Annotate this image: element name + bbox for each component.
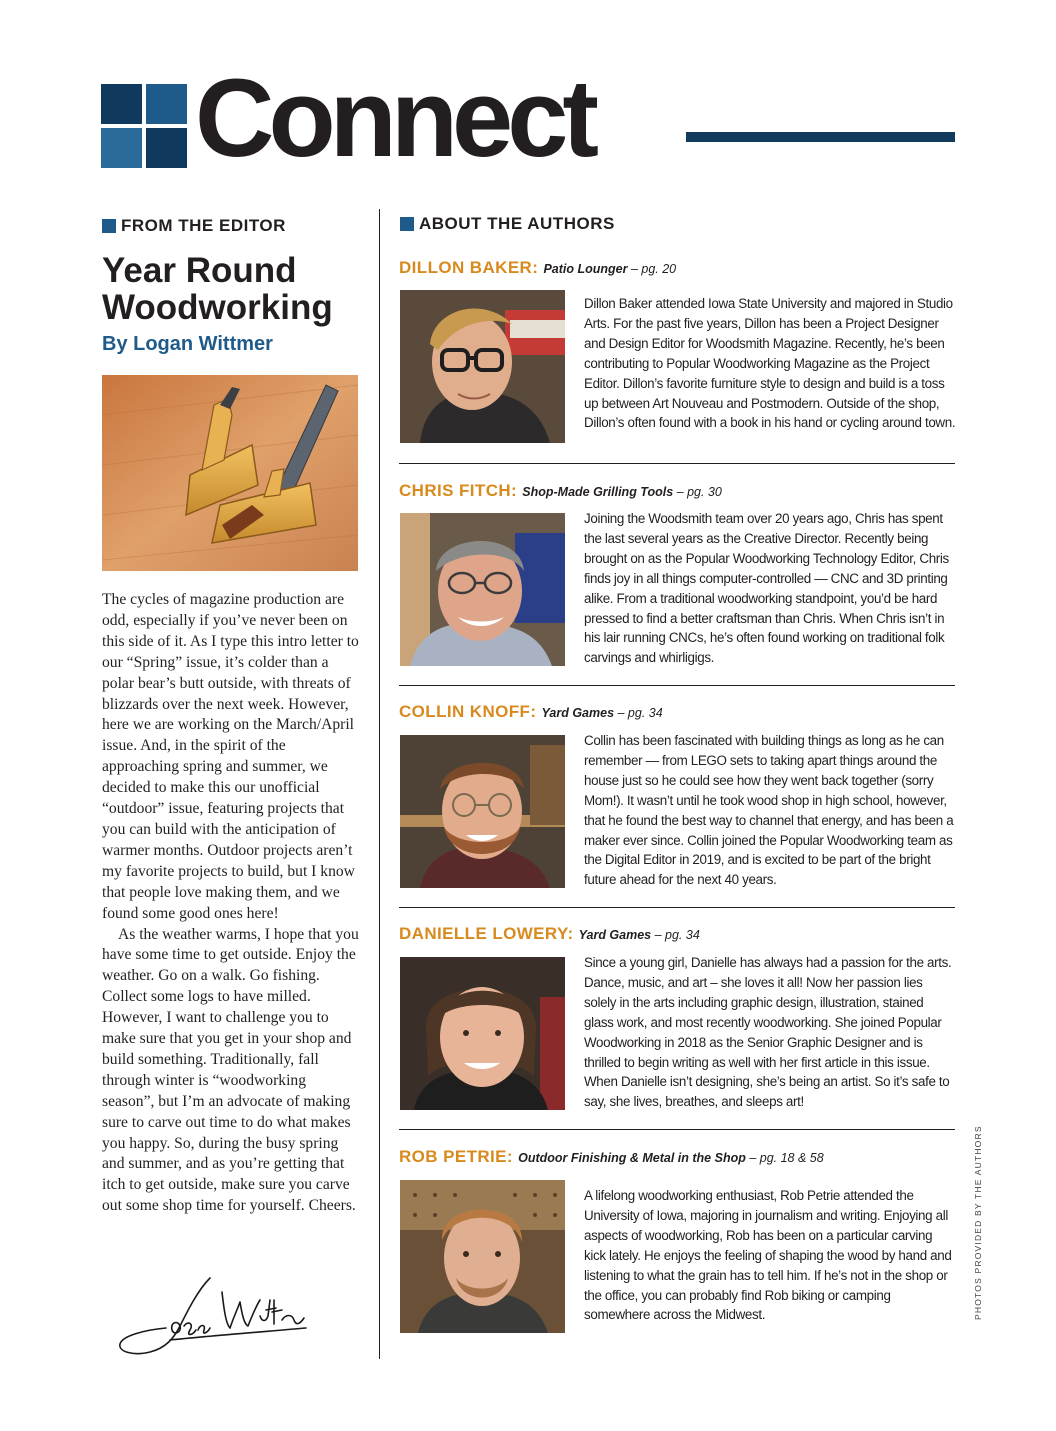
author-bio-danielle-lowery: Since a young girl, Danielle has always had a passion for the arts. Dance, music, and art – she loves it all! Now her passion lies solely in the arts including graphic design, illustration, stained glass work, and most recently woodworking. She joined Popular Woodworking in 2018 as the Senior Graphic Designer and is thrilled to begin writing as well with her first article in this issue. When Danielle isn’t designing, she’s being an artist. So it’s safe to say, she lives, breathes, and sleeps art!	[584, 955, 952, 1110]
editor-photo-wooden-planes	[102, 375, 358, 571]
editor-title: Year Round Woodworking	[102, 251, 333, 327]
author-divider	[399, 685, 955, 686]
section-marker	[102, 219, 116, 233]
column-divider	[379, 209, 380, 1359]
author-divider	[399, 463, 955, 464]
author-heading-rob-petrie: ROB PETRIE: Outdoor Finishing & Metal in the Shop – pg. 18 & 58	[399, 1147, 824, 1166]
author-bio-chris-fitch: Joining the Woodsmith team over 20 years ago, Chris has spent the last several years as the Creative Director. Recently being brought on as the Popular Woodworking Technology Editor, Chris finds joy in all things computer-controlled — CNC and 3D printing alike. From a traditional woodworking standpoint, you’d be hard pressed to find a better craftsman than Chris. When Chris isn’t in his lair running CNCs, he’s often found working on traditional folk carvings and whirligigs.	[584, 511, 949, 666]
author-heading-danielle-lowery: DANIELLE LOWERY: Yard Games – pg. 34	[399, 924, 700, 943]
editor-byline: By Logan Wittmer	[102, 333, 273, 355]
editor-letter-body	[102, 590, 360, 1217]
author-bio-rob-petrie: A lifelong woodworking enthusiast, Rob Petrie attended the University of Iowa, majoring in journalism and writing. Enjoying all aspects of woodworking, Rob has been on a particular carving kick lately. He enjoys the feeling of shaping the wood by hand and listening to what the grain has to tell him. If he’s not in the shop or the office, you can probably find Rob biking or camping somewhere across the Midwest.	[584, 1188, 952, 1323]
editor-section-label: FROM THE EDITOR	[102, 216, 286, 236]
author-heading-dillon-baker: DILLON BAKER: Patio Lounger – pg. 20	[399, 258, 677, 277]
photo-credit: PHOTOS PROVIDED BY THE AUTHORS	[973, 1125, 983, 1320]
header-rule	[686, 132, 955, 142]
author-bio-collin-knoff: Collin has been fascinated with building things as long as he can remember — from LEGO sets to taking apart things around the house just so he could see how they went back together (sorry Mom!). It wasn’t until he took wood shop in high school, however, that he found the best way to channel that energy, and has been a maker ever since. Collin joined the Popular Woodworking team as the Digital Editor in 2019, and is excited to be part of the bright future ahead for the next 40 years.	[584, 733, 954, 888]
section-marker	[400, 217, 414, 231]
author-photo-chris-fitch	[400, 513, 565, 666]
authors-section-label: ABOUT THE AUTHORS	[400, 214, 615, 234]
page-title: Connect	[195, 57, 593, 180]
author-heading-collin-knoff: COLLIN KNOFF: Yard Games – pg. 34	[399, 702, 663, 721]
author-photo-dillon-baker	[400, 290, 565, 443]
editor-paragraph: As the weather warms, I hope that you have some time to get outside. Enjoy the weather. Go on a walk. Go fishing. Collect some logs to have milled. However, I want to challenge you to make sure that you get in your shop and build something. Traditionally, fall through winter is “woodworking season”, but I’m an advocate of making sure to carve out time to do what makes you happy. So, during the busy spring and summer, and as you’re getting that itch to get outside, make sure you carve out some shop time for yourself. Cheers.	[102, 925, 359, 1215]
author-photo-danielle-lowery	[400, 957, 565, 1110]
author-heading-chris-fitch: CHRIS FITCH: Shop-Made Grilling Tools – pg. 30	[399, 481, 722, 500]
author-bio-dillon-baker: Dillon Baker attended Iowa State University and majored in Studio Arts. For the past five years, Dillon has been a Project Designer and Design Editor for Woodsmith Magazine. Recently, he’s been contributing to Popular Woodworking Magazine as the Project Editor. Dillon’s favorite furniture style to design and build is a toss up between Art Nouveau and Postmodern. Outside of the shop, Dillon’s often found with a book in his hand or cycling around town.	[584, 296, 956, 431]
connect-logo-squares	[101, 84, 187, 168]
author-divider	[399, 1129, 955, 1130]
editor-paragraph: The cycles of magazine production are odd, especially if you’ve never been on this side of it. As I type this intro letter to our “Spring” issue, it’s colder than a polar bear’s butt outside, with threats of blizzards over the next week. However, here we are working on the March/April issue. And, in the spirit of the approaching spring and summer, we decided to make this our unofficial “outdoor” issue, featuring projects that you can build with the anticipation of warmer months. Outdoor projects aren’t my favorite projects to build, but I know that people love making them, and we found some good ones here!	[102, 591, 359, 922]
author-photo-rob-petrie	[400, 1180, 565, 1333]
editor-signature	[110, 1270, 310, 1360]
author-divider	[399, 907, 955, 908]
author-photo-collin-knoff	[400, 735, 565, 888]
